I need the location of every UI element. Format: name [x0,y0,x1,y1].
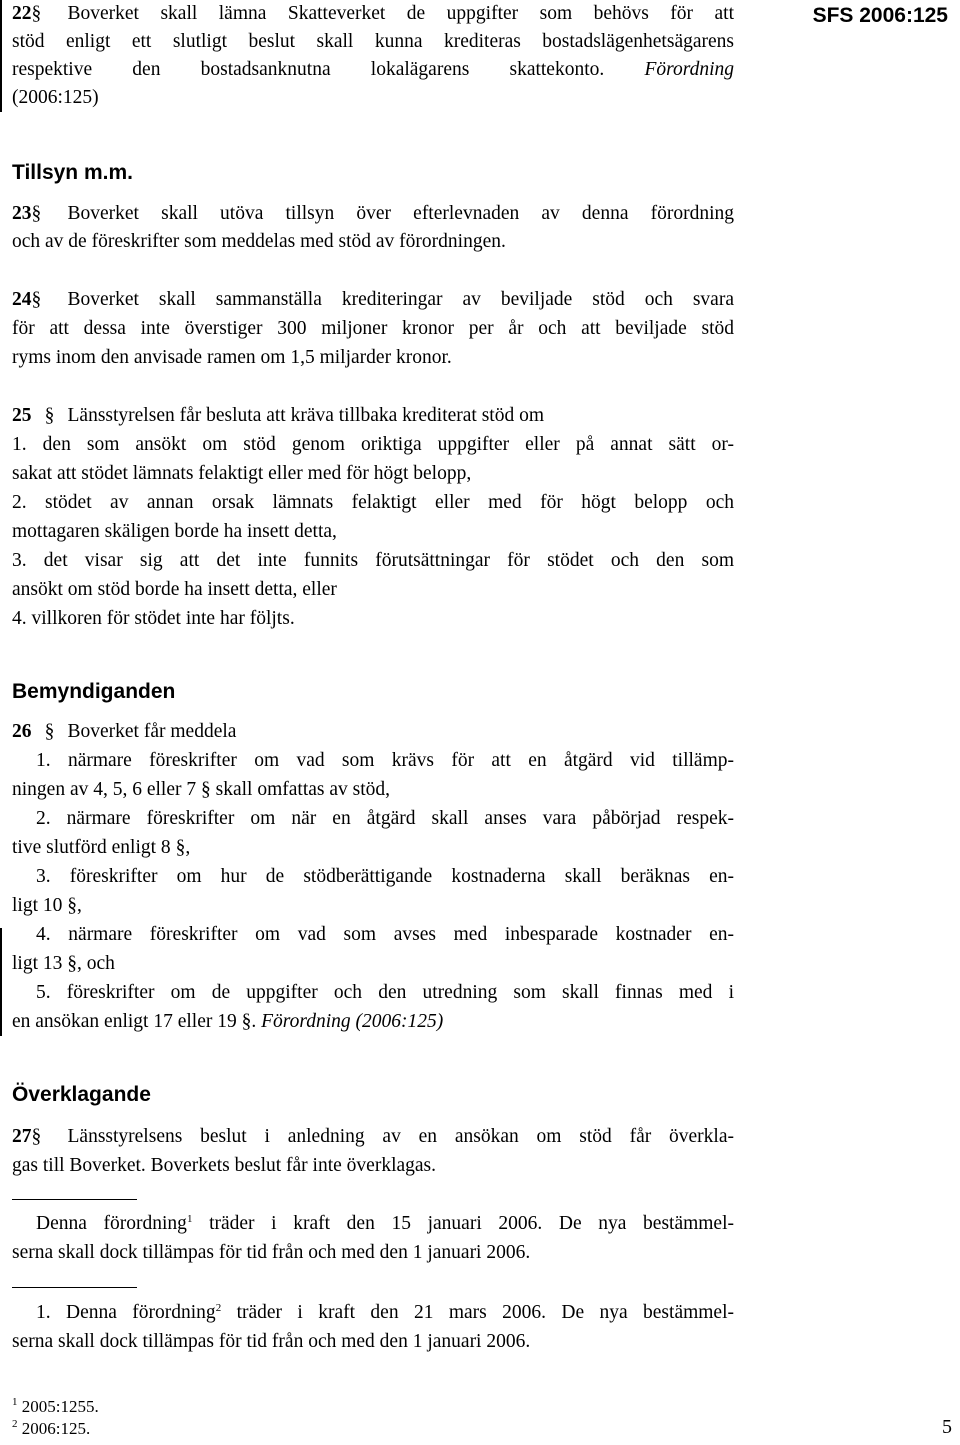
text-line [12,462,471,486]
page-number: 5 [942,1416,952,1438]
amendment-ref: Förordning (2006:125) [261,1011,444,1032]
footnote-ref: 1 [186,1213,193,1225]
list-item [12,923,734,947]
heading-overklagande: Överklagande [12,1083,151,1106]
list-item [12,865,734,889]
text-line: ligt 13 §, och [12,953,115,974]
text-span: ansökt om stöd borde ha insett detta, eller [12,579,337,600]
heading-bemyndiganden: Bemyndiganden [12,680,176,703]
footnote-1 [12,1396,99,1418]
text-line [12,1241,530,1265]
text-line [12,58,734,82]
text-span: 4. villkoren för stödet inte har följts. [12,608,295,629]
paragraph-sign: § [44,721,55,742]
text-span: Länsstyrelsens beslut i anledning av en ansökan om stöd får överkla- [67,1126,734,1147]
text-span: 5. föreskrifter om de uppgifter och den utredning som skall finnas med i [36,982,734,1003]
text-span: en ansökan enligt 17 eller 19 [12,1011,237,1032]
text-span: , [77,895,82,916]
text-span: Boverket skall utöva tillsyn över efterlevnaden av denna förordning [67,203,734,224]
section-number: 22 [12,3,32,24]
text-line [12,520,337,544]
text-span: 1. närmare föreskrifter om vad som krävs för att en åtgärd vid tillämp- [36,750,734,771]
text-span: för att dessa inte överstiger 300 miljoner kronor per år och att beviljade stöd [12,318,734,339]
paragraph-sign: § [31,3,42,24]
text-span: serna skall dock tillämpas för tid från och med den 1 januari 2006. [12,1242,531,1263]
text-line [12,230,506,254]
text-span: Boverket skall lämna Skatteverket de uppgifter som behövs för att [67,3,734,24]
text-line [12,346,452,370]
footnote-text: 2006:125. [21,1419,91,1438]
heading-tillsyn: Tillsyn m.m. [12,161,133,184]
text-line [12,578,337,602]
text-span: 1. Denna förordning [36,1302,216,1323]
text-span: (2006:125) [12,87,99,108]
section-number: 25 [12,405,32,426]
separator-rule [12,1287,137,1288]
text-line: ningen av 4, 5, 6 eller 7 § skall omfattas av stöd, [12,779,391,800]
text-span: stöd enligt ett slutligt beslut skall kunna krediteras bostadslägenhetsägarens [12,31,734,52]
text-line [12,1301,734,1325]
text-span: 1. den som ansökt om stöd genom oriktiga uppgifter eller på annat sätt or- [12,434,734,455]
change-bar-p26 [0,928,2,1036]
text-span: gas till Boverket. Boverkets beslut får inte överklagas. [12,1155,437,1176]
text-span: Boverket får meddela [67,721,237,742]
text-span: 2. stödet av annan orsak lämnats felaktigt eller med för högt belopp och [12,492,734,513]
footnote-text: 2005:1255. [21,1397,99,1416]
text-line [12,1125,734,1149]
text-span: och av de föreskrifter som meddelas med stöd av förordningen. [12,231,506,252]
text-line: tive slutförd enligt 8 §, [12,837,191,858]
text-line [12,1330,530,1354]
list-item [12,807,734,831]
text-span: 3. det visar sig att det inte funnits förutsättningar för stödet och den som [12,550,734,571]
text-span: . [251,1011,257,1032]
text-span: mottagaren skäligen borde ha insett detta, [12,521,337,542]
text-span: ryms inom den anvisade ramen om 1,5 miljarder kronor. [12,347,452,368]
text-span: tive slutförd enligt 8 [12,837,171,858]
list-item [12,981,734,1005]
list-item [12,749,734,773]
text-span: Boverket skall sammanställa krediteringar av beviljade stöd och svara [67,289,734,310]
footnote-2 [12,1418,90,1440]
amendment-ref: Förordning [644,59,734,80]
separator-rule [12,1199,137,1200]
footnote-mark: 2 [12,1418,18,1430]
text-span: sakat att stödet lämnats felaktigt eller med för högt belopp, [12,463,472,484]
paragraph-sign: § [44,405,55,426]
text-span: respektive den bostadsanknutna lokalägarens skattekonto. [12,59,605,80]
list-item [12,433,734,457]
footnote-ref: 2 [215,1302,222,1314]
footnote-mark: 1 [12,1396,18,1408]
text-line [12,2,734,26]
text-span: 3. föreskrifter om hur de stödberättigande kostnaderna skall beräknas en- [36,866,734,887]
text-span: , och [77,953,115,974]
list-item [12,549,734,573]
change-bar-top [0,0,2,112]
text-line [12,1212,734,1236]
text-line [12,288,734,312]
text-span: Länsstyrelsen får besluta att kräva tillbaka krediterat stöd om [67,405,545,426]
list-item [12,607,295,631]
text-line [12,720,236,744]
text-span: 4. närmare föreskrifter om vad som avses med inbesparade kostnader en- [36,924,734,945]
text-span: Denna förordning [36,1213,187,1234]
text-span: träder i kraft den 15 januari 2006. De nya bestämmel- [209,1213,735,1234]
section-number: 23 [12,203,32,224]
text-span: ningen av 4, 5, 6 eller 7 [12,779,197,800]
text-line: ligt 10 §, [12,895,82,916]
sfs-reference: SFS 2006:125 [812,4,948,27]
paragraph-sign: § [31,1126,42,1147]
text-span: skall omfattas av stöd, [215,779,391,800]
text-line: en ansökan enligt 17 eller 19 §. Förordning (2006:125) [12,1011,444,1032]
text-span: träder i kraft den 21 mars 2006. De nya bestämmel- [236,1302,735,1323]
paragraph-sign: § [31,289,42,310]
text-span: 2. närmare föreskrifter om när en åtgärd skall anses vara påbörjad respek- [36,808,734,829]
list-item [12,491,734,515]
text-line [12,202,734,226]
section-number: 26 [12,721,32,742]
text-span: ligt 13 [12,953,63,974]
text-span: , [185,837,191,858]
text-line [12,317,734,341]
text-line [12,404,544,428]
text-line [12,30,734,54]
text-span: serna skall dock tillämpas för tid från och med den 1 januari 2006. [12,1331,531,1352]
text-span: ligt 10 [12,895,63,916]
text-line [12,1154,436,1178]
text-line [12,86,99,110]
section-number: 27 [12,1126,32,1147]
paragraph-sign: § [31,203,42,224]
section-number: 24 [12,289,32,310]
